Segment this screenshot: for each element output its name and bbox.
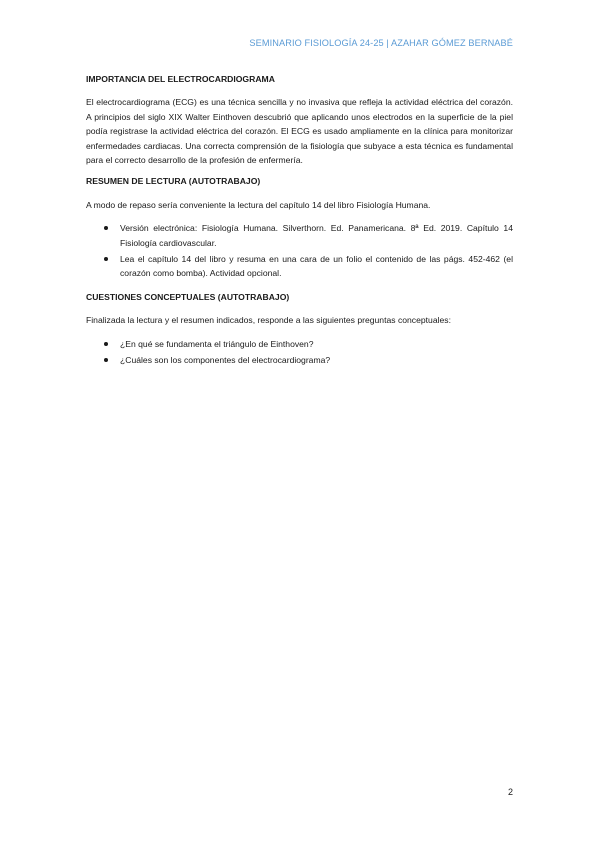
- section-cuestiones: [86, 290, 513, 368]
- section-heading: IMPORTANCIA DEL ELECTROCARDIOGRAMA: [86, 74, 275, 84]
- bullet-icon: [104, 358, 108, 362]
- list-item-text: Versión electrónica: Fisiología Humana. Silverthorn. Ed. Panamericana. 8ª Ed. 2019. Capítulo 14 Fisiología cardiovascular.: [120, 223, 513, 248]
- page-header: SEMINARIO FISIOLOGÍA 24-25 | AZAHAR GÓMEZ BERNABÉ: [249, 38, 513, 48]
- section-heading: RESUMEN DE LECTURA (AUTOTRABAJO): [86, 176, 261, 187]
- section-heading: CUESTIONES CONCEPTUALES (AUTOTRABAJO): [86, 291, 290, 302]
- list-item: [86, 337, 513, 351]
- section-importancia: [86, 72, 513, 167]
- list-item-text: ¿Cuáles son los componentes del electrocardiograma?: [120, 355, 331, 366]
- list-item: [86, 252, 513, 281]
- list-item: [86, 353, 513, 367]
- bullet-icon: [104, 226, 108, 230]
- list-item-text: ¿En qué se fundamenta el triángulo de Einthoven?: [120, 338, 314, 349]
- section-paragraph: Finalizada la lectura y el resumen indicados, responde a las siguientes preguntas conceptuales:: [86, 315, 451, 326]
- document-body: [86, 72, 513, 377]
- list-item-text: Lea el capítulo 14 del libro y resuma en una cara de un folio el contenido de las págs. 452-462 (el corazón como bomba). Actividad opcional.: [120, 254, 513, 279]
- section-paragraph: A modo de repaso sería conveniente la lectura del capítulo 14 del libro Fisiología Humana.: [86, 199, 431, 210]
- bullet-icon: [104, 342, 108, 346]
- bullet-icon: [104, 257, 108, 261]
- section-resumen: [86, 174, 513, 280]
- section-paragraph: El electrocardiograma (ECG) es una técnica sencilla y no invasiva que refleja la actividad eléctrica del corazón. A principios del siglo XIX Walter Einthoven descubrió que aplicando unos electrodos en la superficie de la piel podía registrase la actividad eléctrica del corazón. El ECG es usado ampliamente en la clínica para monitorizar enfermedades cardiacas. Una correcta comprensión de la fisiología que subyace a esta técnica es fundamental para el correcto desarrollo de la profesión de enfermería.: [86, 97, 513, 166]
- bullet-list: [86, 221, 513, 281]
- page-number: 2: [507, 787, 513, 797]
- list-item: [86, 221, 513, 250]
- bullet-list: [86, 337, 513, 368]
